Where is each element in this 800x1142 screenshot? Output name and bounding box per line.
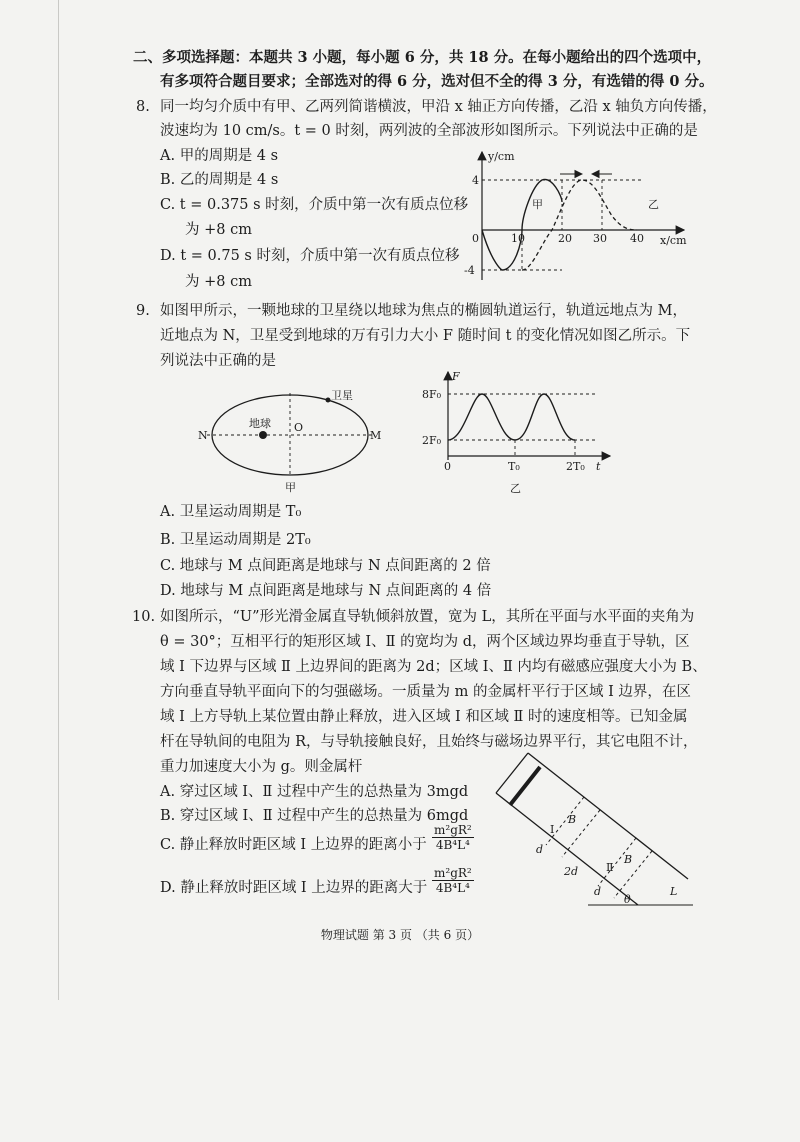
q9-t-label: t	[596, 460, 601, 473]
q9-tick-t0: T₀	[508, 460, 520, 473]
q10-label-region-ii: Ⅱ	[606, 861, 614, 874]
q10-stem-6: 杆在导轨间的电阻为 R，与导轨接触良好，且始终与磁场边界平行，其它电阻不计，	[160, 734, 698, 750]
q8-x-tick-40: 40	[630, 232, 644, 245]
q8-y-tick-pos: 4	[472, 174, 479, 187]
q8-wave-figure	[462, 146, 692, 286]
q8-x-tick-10: 10	[511, 232, 525, 245]
q10-option-d-denominator: 4B⁴L⁴	[435, 881, 470, 895]
q9-satellite-dot	[326, 398, 331, 403]
q9-tick-2f0: 2F₀	[422, 434, 442, 447]
q10-rails-figure	[488, 745, 698, 915]
q10-stem-3: 域 Ⅰ 下边界与区域 Ⅱ 上边界间的距离为 2d；区域 Ⅰ、Ⅱ 内均有磁感应强度大小为 B、	[160, 659, 707, 675]
q10-metal-rod	[510, 767, 540, 805]
q10-label-d1: d	[536, 843, 544, 856]
q8-option-d-2: 为 +8 cm	[185, 274, 252, 290]
q10-label-b1: B	[568, 813, 577, 826]
q10-stem-2: θ = 30°；互相平行的矩形区域 Ⅰ、Ⅱ 的宽均为 d，两个区域边界均垂直于导轨，区	[160, 634, 690, 650]
q8-option-b: B. 乙的周期是 4 s	[160, 172, 279, 188]
q8-option-a: A. 甲的周期是 4 s	[160, 148, 279, 164]
q9-option-d: D. 地球与 M 点间距离是地球与 N 点间距离的 4 倍	[160, 583, 492, 599]
q10-rail-left	[496, 793, 638, 905]
q9-tick-8f0: 8F₀	[422, 388, 442, 401]
q10-number: 10.	[132, 609, 156, 625]
q9-force-curve	[448, 394, 575, 440]
q9-stem-1: 如图甲所示，一颗地球的卫星绕以地球为焦点的椭圆轨道运行，轨道远地点为 M，	[160, 303, 687, 319]
section-heading-2: 有多项符合题目要求；全部选对的得 6 分，选对但不全的得 3 分，有选错的得 0 分。	[160, 73, 714, 90]
q10-label-theta: θ	[624, 893, 631, 906]
q9-earth-dot	[259, 431, 267, 439]
q10-option-b: B. 穿过区域 Ⅰ、Ⅱ 过程中产生的总热量为 6mgd	[160, 808, 469, 824]
q10-region-i-top	[546, 797, 584, 845]
q9-point-m: M	[370, 429, 382, 442]
q8-label-jia: 甲	[532, 198, 543, 211]
q10-stem-7: 重力加速度大小为 g。则金属杆	[160, 759, 363, 775]
q9-stem-3: 列说法中正确的是	[160, 353, 276, 369]
q9-origin: 0	[444, 460, 451, 473]
q9-point-o: O	[294, 421, 304, 434]
q9-earth-label: 地球	[249, 417, 271, 430]
q8-option-c-1: C. t = 0.375 s 时刻，介质中第一次有质点位移	[160, 197, 469, 213]
q8-number: 8.	[136, 99, 150, 115]
q8-stem-1: 同一均匀介质中有甲、乙两列简谐横波，甲沿 x 轴正方向传播，乙沿 x 轴负方向传播，	[160, 99, 717, 115]
q9-option-a: A. 卫星运动周期是 T₀	[160, 504, 302, 520]
q10-label-b2: B	[624, 853, 633, 866]
q10-label-l: L	[670, 885, 678, 898]
q10-stem-5: 域 Ⅰ 上方导轨上某位置由静止释放，进入区域 Ⅰ 和区域 Ⅱ 时的速度相等。已知金属	[160, 709, 688, 725]
q8-stem-2: 波速均为 10 cm/s。t = 0 时刻，两列波的全部波形如图所示。下列说法中正确的是	[160, 123, 698, 139]
q8-x-label: x/cm	[660, 234, 687, 247]
q8-y-tick-neg: -4	[464, 264, 475, 277]
q9-fig2-caption: 乙	[510, 482, 521, 495]
q9-stem-2: 近地点为 N，卫星受到地球的万有引力大小 F 随时间 t 的变化情况如图乙所示。下	[160, 328, 691, 344]
q9-satellite-label: 卫星	[331, 389, 353, 402]
q8-origin: 0	[472, 232, 479, 245]
q10-option-d: D. 静止释放时距区域 Ⅰ 上边界的距离大于	[160, 880, 428, 896]
section-heading: 二、多项选择题：本题共 3 小题，每小题 6 分，共 18 分。在每小题给出的四个选项中，	[133, 49, 712, 66]
q10-option-c-fraction	[432, 823, 474, 852]
q10-label-region-i: Ⅰ	[550, 823, 555, 836]
q10-option-a: A. 穿过区域 Ⅰ、Ⅱ 过程中产生的总热量为 3mgd	[160, 784, 469, 800]
q10-option-c: C. 静止释放时距区域 Ⅰ 上边界的距离小于	[160, 837, 427, 853]
q8-y-label: y/cm	[488, 150, 515, 163]
q9-option-c: C. 地球与 M 点间距离是地球与 N 点间距离的 2 倍	[160, 558, 491, 574]
q9-tick-2t0: 2T₀	[566, 460, 585, 473]
q8-x-tick-30: 30	[593, 232, 607, 245]
binding-margin-line	[58, 0, 59, 1000]
q10-stem-1: 如图所示，“U”形光滑金属直导轨倾斜放置，宽为 L，其所在平面与水平面的夹角为	[160, 609, 695, 625]
q10-label-2d: 2d	[564, 865, 579, 878]
q10-option-c-denominator: 4B⁴L⁴	[435, 838, 470, 852]
q8-wave-yi	[522, 180, 637, 270]
q9-force-figure	[420, 368, 620, 496]
q10-option-d-fraction	[432, 866, 474, 895]
q8-option-c-2: 为 +8 cm	[185, 222, 252, 238]
q8-option-d-1: D. t = 0.75 s 时刻，介质中第一次有质点位移	[160, 248, 460, 264]
q9-fig1-caption: 甲	[285, 481, 296, 494]
q10-stem-4: 方向垂直导轨平面向下的匀强磁场。一质量为 m 的金属杆平行于区域 Ⅰ 边界，在区	[160, 684, 691, 700]
q8-x-tick-20: 20	[558, 232, 572, 245]
q9-f-label: F	[452, 370, 460, 383]
page-footer: 物理试题 第 3 页 （共 6 页）	[320, 928, 480, 942]
q8-label-yi: 乙	[648, 198, 659, 211]
q9-orbit-figure	[195, 385, 395, 495]
q10-option-d-numerator: m²gR²	[434, 866, 472, 880]
q9-option-b: B. 卫星运动周期是 2T₀	[160, 532, 311, 548]
q9-number: 9.	[136, 303, 150, 319]
q10-option-c-numerator: m²gR²	[434, 823, 472, 837]
q10-label-d2: d	[594, 885, 602, 898]
q9-point-n: N	[198, 429, 208, 442]
